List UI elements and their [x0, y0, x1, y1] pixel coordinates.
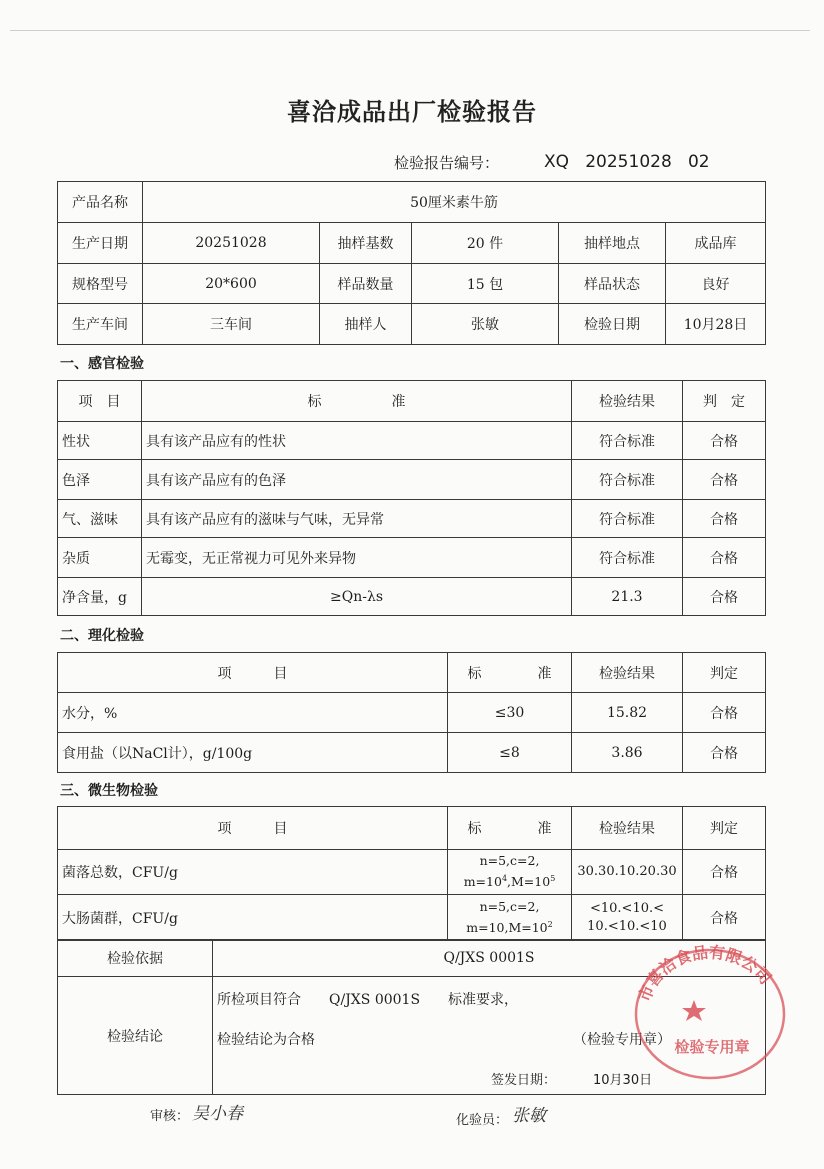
label-sample-state: 样品状态	[559, 264, 666, 304]
reviewer-signature: 吴小春	[192, 1104, 243, 1124]
value-sample-qty: 15 包	[412, 264, 559, 304]
section-heading-sensory: 一、感官检验	[60, 356, 144, 372]
cell-result	[572, 895, 683, 941]
table-row	[58, 422, 766, 460]
result-line2: 10.<10.<10	[587, 918, 667, 934]
std-line1: n=5,c=2,	[479, 898, 540, 914]
report-number-value: XQ 20251028 02	[544, 152, 710, 172]
sensory-header-judge: 判 定	[683, 381, 766, 422]
seal-center-text: 检验专用章	[674, 1038, 750, 1056]
cell-standard: 具有该产品应有的滋味与气味，无异常	[142, 500, 572, 538]
label-sampler: 抽样人	[320, 304, 412, 345]
cell-standard: ≥Qn-λs	[142, 578, 572, 616]
cell-standard: 无霉变，无正常视力可见外来异物	[142, 538, 572, 578]
conclusion-line1-a: 所检项目符合	[217, 992, 301, 1008]
value-product-name: 50厘米素牛筋	[143, 182, 766, 223]
std-m: m=10,M=10	[466, 920, 548, 936]
value-workshop: 三车间	[143, 304, 320, 345]
std-line1: n=5,c=2,	[479, 853, 540, 869]
conclusion-label: 检验结论	[58, 977, 213, 1095]
cell-judge: 合格	[683, 850, 766, 895]
conclusion-line1-c: 标准要求，	[448, 992, 519, 1008]
label-spec: 规格型号	[58, 264, 143, 304]
label-workshop: 生产车间	[58, 304, 143, 345]
inspection-seal	[620, 940, 790, 1080]
sensory-header-result: 检验结果	[572, 381, 683, 422]
result-line1: 30.30.10.20.30	[577, 864, 677, 879]
value-sample-state: 良好	[666, 264, 766, 304]
report-title: 喜洽成品出厂检验报告	[287, 98, 537, 126]
cell-standard: 具有该产品应有的色泽	[142, 460, 572, 500]
micro-header-judge: 判定	[683, 807, 766, 850]
section-heading-physchem: 二、理化检验	[60, 628, 144, 644]
cell-standard: 具有该产品应有的性状	[142, 422, 572, 460]
cell-item: 性状	[58, 422, 142, 460]
physchem-header-judge: 判定	[683, 653, 766, 693]
std-line2	[452, 916, 567, 937]
cell-standard: ≤8	[448, 733, 572, 773]
seal-star-icon	[682, 1000, 706, 1021]
micro-table	[57, 806, 766, 941]
micro-header-standard: 标 准	[448, 807, 572, 850]
cell-item: 水分，%	[58, 693, 448, 733]
label-sample-qty: 样品数量	[320, 264, 412, 304]
cell-judge: 合格	[683, 895, 766, 941]
cell-item: 菌落总数，CFU/g	[58, 850, 448, 895]
cell-judge: 合格	[683, 422, 766, 460]
cell-item: 杂质	[58, 538, 142, 578]
std-M: ,M=10	[507, 874, 551, 890]
label-sample-place: 抽样地点	[559, 223, 666, 264]
cell-result	[572, 850, 683, 895]
value-sampler: 张敏	[412, 304, 559, 345]
table-row	[58, 895, 766, 941]
reviewer-label: 审核：	[150, 1109, 190, 1124]
value-prod-date: 20251028	[143, 223, 320, 264]
result-line1: <10.<10.<	[589, 900, 665, 916]
cell-item: 色泽	[58, 460, 142, 500]
cell-judge: 合格	[683, 500, 766, 538]
std-M-exp: 5	[550, 874, 556, 884]
label-sample-base: 抽样基数	[320, 223, 412, 264]
product-info-table	[57, 181, 766, 345]
cell-judge: 合格	[683, 733, 766, 773]
micro-header-result: 检验结果	[572, 807, 683, 850]
std-m-exp: 4	[501, 874, 508, 884]
issue-date: 10月30日	[593, 1073, 653, 1088]
std-M-exp: 2	[547, 919, 553, 929]
conclusion-line2: 检验结论为合格	[217, 1032, 315, 1048]
cell-result: 符合标准	[572, 422, 683, 460]
sensory-header-item: 项 目	[58, 381, 142, 422]
physchem-header-result: 检验结果	[572, 653, 683, 693]
label-prod-date: 生产日期	[58, 223, 143, 264]
table-row	[58, 538, 766, 578]
value-sample-base: 20 件	[412, 223, 559, 264]
cell-standard	[448, 850, 572, 895]
value-inspect-date: 10月28日	[666, 304, 766, 345]
physchem-header-item: 项 目	[58, 653, 448, 693]
report-number	[394, 152, 710, 173]
label-product-name: 产品名称	[58, 182, 143, 223]
table-row	[58, 460, 766, 500]
table-row	[58, 500, 766, 538]
stamp-note: （检验专用章）	[573, 1032, 671, 1048]
std-line2	[452, 870, 567, 891]
cell-item: 大肠菌群，CFU/g	[58, 895, 448, 941]
cell-item: 净含量，g	[58, 578, 142, 616]
cell-item: 气、滋味	[58, 500, 142, 538]
table-row	[58, 733, 766, 773]
issue-label: 签发日期：	[491, 1073, 557, 1088]
cell-result: 符合标准	[572, 538, 683, 578]
cell-judge: 合格	[683, 693, 766, 733]
physchem-header-standard: 标 准	[448, 653, 572, 693]
table-row	[58, 578, 766, 616]
std-m: m=10	[463, 874, 502, 890]
report-number-label: 检验报告编号：	[394, 154, 500, 172]
tester-label: 化验员：	[456, 1113, 509, 1128]
micro-header-item: 项 目	[58, 807, 448, 850]
conclusion-line1-b: Q/JXS 0001S	[329, 992, 421, 1008]
cell-judge: 合格	[683, 538, 766, 578]
cell-item: 食用盐（以NaCl计），g/100g	[58, 733, 448, 773]
sensory-header-standard: 标 准	[142, 381, 572, 422]
cell-result: 符合标准	[572, 460, 683, 500]
basis-label: 检验依据	[58, 940, 213, 977]
cell-result: 21.3	[572, 578, 683, 616]
conclusion-line1	[217, 989, 518, 1009]
cell-standard: ≤30	[448, 693, 572, 733]
cell-result: 15.82	[572, 693, 683, 733]
cell-standard	[448, 895, 572, 941]
scan-edge-line	[10, 30, 810, 31]
table-row	[58, 693, 766, 733]
cell-result: 3.86	[572, 733, 683, 773]
physchem-table	[57, 652, 766, 773]
sensory-table	[57, 380, 766, 616]
tester-signature: 张敏	[512, 1106, 546, 1126]
section-heading-micro: 三、微生物检验	[60, 783, 158, 799]
cell-judge: 合格	[683, 578, 766, 616]
basis-value: Q/JXS 0001S	[213, 940, 766, 977]
table-row	[58, 850, 766, 895]
value-spec: 20*600	[143, 264, 320, 304]
cell-result: 符合标准	[572, 500, 683, 538]
seal-ring-text: 市喜洽食品有限公司	[634, 942, 776, 1005]
label-inspect-date: 检验日期	[559, 304, 666, 345]
cell-judge: 合格	[683, 460, 766, 500]
value-sample-place: 成品库	[666, 223, 766, 264]
